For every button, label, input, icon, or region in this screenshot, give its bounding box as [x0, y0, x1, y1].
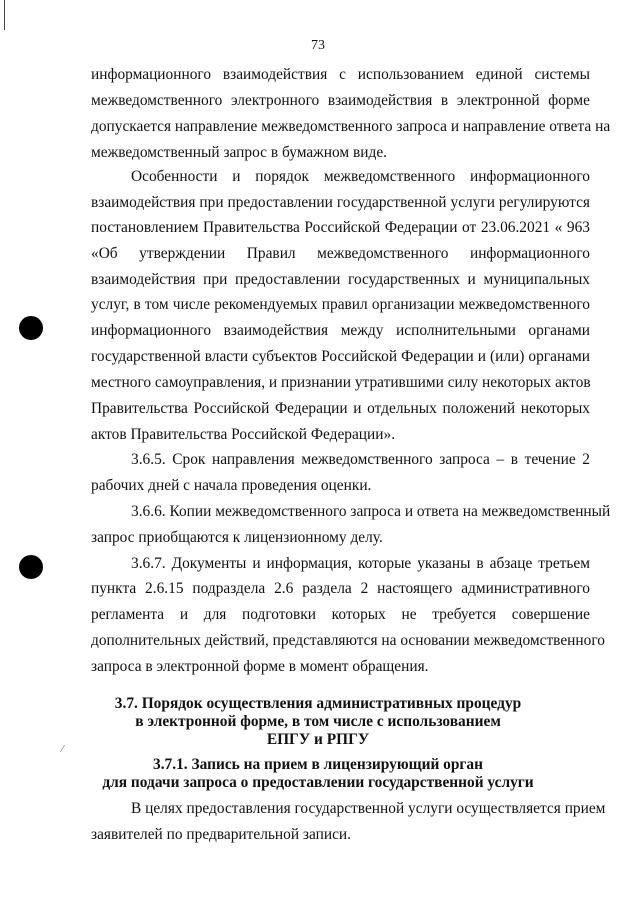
scan-edge-line: [4, 0, 5, 30]
text-line: рабочих дней с начала проведения оценки.: [91, 477, 372, 494]
text-line: Правительства Российской Федерации и отдельных положений некоторых: [91, 400, 590, 417]
text-line: запрос приобщаются к лицензионному делу.: [91, 529, 383, 546]
text-line: В целях предоставления государственной услуги осуществляется прием: [131, 800, 606, 817]
text-line: межведомственный запрос в бумажном виде.: [91, 144, 388, 161]
text-line: межведомственного электронного взаимодействия в электронной форме: [91, 92, 590, 109]
scan-speck: ⁄: [62, 744, 64, 755]
text-line: взаимодействия при предоставлении государственной услуги регулируются: [91, 194, 590, 211]
text-line: пункта 2.6.15 подраздела 2.6 раздела 2 настоящего административного: [91, 580, 590, 597]
text-line: допускается направление межведомственного запроса и направление ответа на: [91, 118, 611, 135]
text-line: актов Правительства Российской Федерации».: [91, 426, 396, 443]
section-heading-3-7: 3.7. Порядок осуществления административных процедур: [114, 695, 522, 712]
text-line: запроса в электронной форме в момент обращения.: [91, 658, 429, 675]
punch-hole-top: [19, 316, 43, 340]
text-line: заявителей по предварительной записи.: [91, 826, 352, 843]
section-heading-3-7: ЕПГУ и РПГУ: [266, 731, 370, 748]
text-line: услуг, в том числе рекомендуемых правил организации межведомственного: [91, 296, 590, 313]
page-number: 73: [311, 38, 325, 53]
text-line: местного самоуправления, и признании утратившими силу некоторых актов: [91, 374, 591, 391]
section-heading-3-7: в электронной форме, в том числе с использованием: [135, 713, 501, 730]
text-line: 3.6.6. Копии межведомственного запроса и ответа на межведомственный: [131, 503, 611, 520]
text-line: 3.6.5. Срок направления межведомственного запроса – в течение 2: [131, 451, 590, 468]
section-heading-3-7-1: для подачи запроса о предоставлении государственной услуги: [102, 774, 534, 791]
text-line: информационного взаимодействия между исполнительными органами: [91, 322, 590, 339]
text-line: постановлением Правительства Российской Федерации от 23.06.2021 « 963: [91, 219, 590, 236]
text-line: регламента и для подготовки которых не требуется совершение: [91, 606, 590, 623]
text-line: взаимодействия при предоставлении государственных и муниципальных: [91, 271, 590, 288]
text-line: «Об утверждении Правил межведомственного информационного: [91, 245, 590, 262]
section-heading-3-7-1: 3.7.1. Запись на прием в лицензирующий орган: [153, 756, 483, 773]
text-line: государственной власти субъектов Российской Федерации и (или) органами: [91, 348, 590, 365]
text-line: 3.6.7. Документы и информация, которые указаны в абзаце третьем: [131, 555, 590, 572]
text-line: информационного взаимодействия с использованием единой системы: [91, 66, 590, 83]
punch-hole-bottom: [19, 555, 43, 579]
text-line: дополнительных действий, представляются на основании межведомственного: [91, 632, 605, 649]
text-line: Особенности и порядок межведомственного информационного: [131, 168, 590, 185]
